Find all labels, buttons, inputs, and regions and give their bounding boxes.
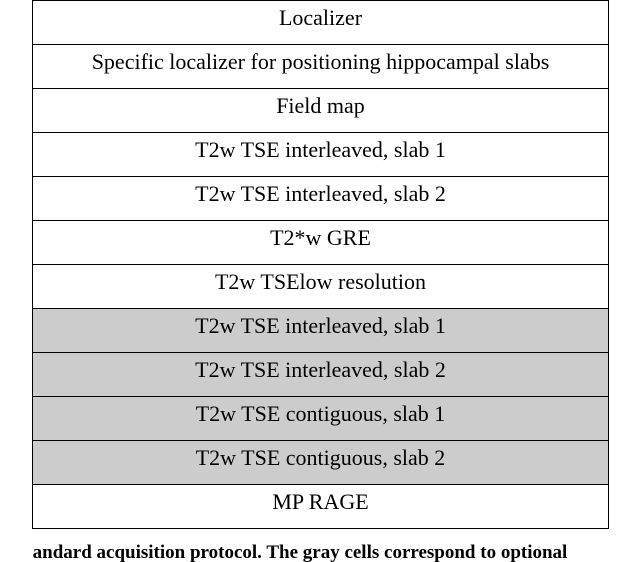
table-row (33, 133, 609, 177)
table-row (33, 177, 609, 221)
protocol-step-cell: T2w TSE interleaved, slab 1 (33, 309, 609, 353)
table-row-optional (33, 397, 609, 441)
table-row-optional (33, 353, 609, 397)
table-row (33, 485, 609, 529)
protocol-step-cell: T2w TSE contiguous, slab 1 (33, 397, 609, 441)
acquisition-protocol-table (32, 0, 609, 529)
table-row-optional (33, 441, 609, 485)
table-row (33, 265, 609, 309)
protocol-step-cell: Specific localizer for positioning hippocampal slabs (33, 45, 609, 89)
table-row (33, 1, 609, 45)
table-row (33, 89, 609, 133)
table-row-optional (33, 309, 609, 353)
protocol-step-cell: T2w TSElow resolution (33, 265, 609, 309)
protocol-step-cell: T2w TSE interleaved, slab 1 (33, 133, 609, 177)
protocol-step-cell: T2w TSE contiguous, slab 2 (33, 441, 609, 485)
protocol-step-cell: Field map (33, 89, 609, 133)
protocol-step-cell: Localizer (33, 1, 609, 45)
protocol-step-cell: T2*w GRE (33, 221, 609, 265)
protocol-step-cell: T2w TSE interleaved, slab 2 (33, 177, 609, 221)
table-row (33, 221, 609, 265)
caption-text: andard acquisition protocol. The gray cells correspond to optional (32, 542, 568, 562)
table-row (33, 45, 609, 89)
protocol-step-cell: MP RAGE (33, 485, 609, 529)
protocol-step-cell: T2w TSE interleaved, slab 2 (33, 353, 609, 397)
protocol-table-body (33, 1, 609, 529)
table-caption (0, 540, 640, 562)
